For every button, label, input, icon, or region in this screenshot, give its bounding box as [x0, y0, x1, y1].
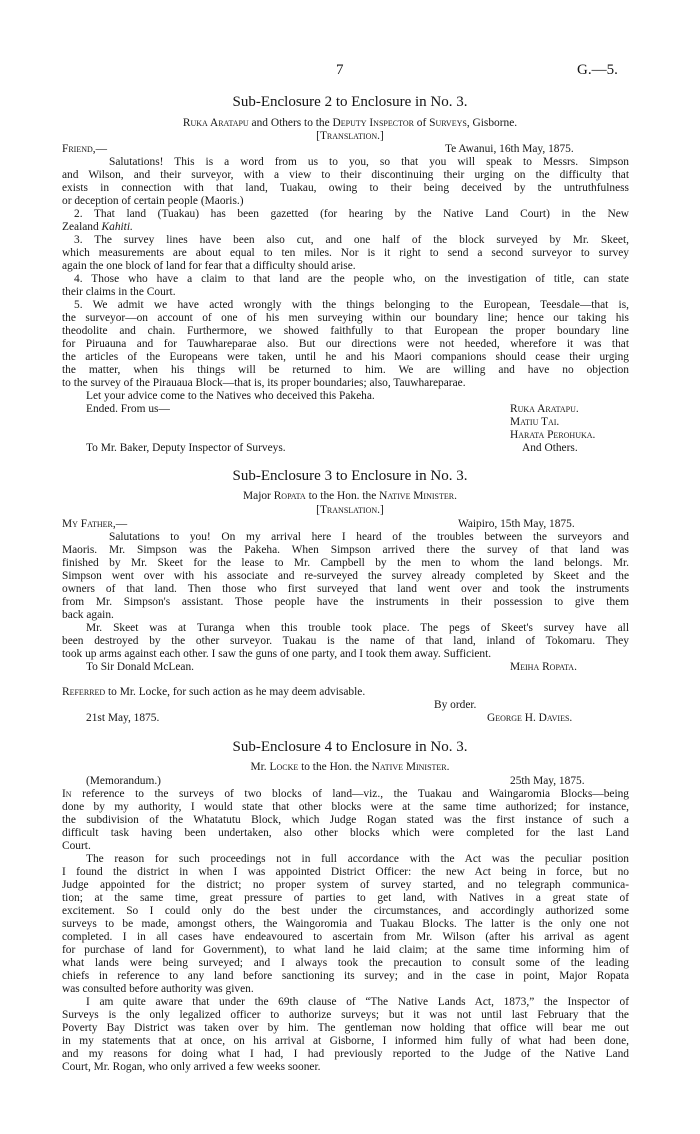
enc2-tr-word: Translation: [319, 130, 378, 142]
enc3-line: To Sir Donald McLean.: [86, 661, 195, 673]
enc2-line: 4. Those who have a claim to that land are the people who, on the investigation of title, can state: [74, 273, 629, 285]
referral-text: to Mr. Locke, for such action as he may deem advisable.: [105, 686, 366, 698]
enc2-signatory: Matiu Tai.: [510, 416, 560, 428]
enc2-byline-names: Ruka Aratapu: [182, 117, 249, 129]
enc2-line: 5. We admit we have acted wrongly with the things belonging to the European, Teesdale—that is,: [74, 299, 629, 311]
enc4-line: [62, 788, 629, 801]
referral-date: 21st May, 1875.: [86, 712, 160, 724]
enc3-line: Salutations to you! On my arrival here I heard of the troubles between the surveyors and: [109, 531, 629, 543]
enc3-line: owners of that land. Then those who first surveyed that land went over and took the instruments: [62, 583, 629, 595]
enc3-line: back again.: [62, 609, 114, 621]
enc4-line: difficult task having been undertaken, also other blocks which were completed for the last Land: [62, 827, 629, 839]
referral-note: [62, 686, 365, 699]
enc4-line: done by my authority, I would state that other blocks were at the same time authorized; for instance,: [62, 801, 629, 813]
enc4-line: what lands were being surveyed; and I always took the precaution to consult some of the leading: [62, 957, 629, 969]
enc3-line: Simpson went over with his associate and re-surveyed the survey already completed by Skeet and the: [62, 570, 629, 582]
enc2-line: for Piruauna and for Tauwhareparae also. But our directions were not heeded, wherefore it was that: [62, 338, 629, 350]
enc3-byline-pre: Major: [243, 490, 274, 502]
enc2-byline-mid: and Others to the: [248, 117, 333, 129]
enc2-salutation: Friend,—: [62, 143, 108, 155]
enc2-line: [62, 221, 133, 234]
enc2-zealand: Zealand: [62, 221, 102, 233]
enc3-line: from Mr. Simpson's assistant. Those people have the instruments in their possession to give them: [62, 596, 629, 608]
enc2-translation-note: [0, 130, 700, 143]
enc4-line: in my statements that at once, on his arrival at Gisborne, I informed him fully of what had been done,: [62, 1035, 629, 1047]
enc3-byline-office: Native Minister: [379, 490, 455, 502]
enc4-line: excitement. So I could only do the best under the circumstances, and accordingly authorized some: [62, 905, 629, 917]
enc3-line: finished by Mr. Skeet for the lease to Mr. Campbell by the men to whom the land belongs. Mr.: [62, 557, 629, 569]
referral-lead: Referred: [62, 686, 106, 698]
referral-signatory: George H. Davies.: [487, 712, 573, 724]
page-number: 7: [336, 62, 344, 78]
enc2-tr-open: [: [316, 130, 320, 142]
enc3-salutation: My Father,—: [62, 518, 128, 530]
enc2-line: Let your advice come to the Natives who deceived this Pakeha.: [86, 390, 375, 402]
enc4-byline-name: Locke: [269, 761, 299, 773]
enc4-line: surveys to be made, amongst others, the Waingoromia and Tuakau Blocks. The latter is the only one not: [62, 918, 629, 930]
enc4-line: was consulted before authority was given.: [62, 983, 254, 995]
document-reference: G.—5.: [577, 62, 618, 78]
enc4-line: completed. I in all cases have endeavoured to ascertain from Mr. Wilson (after his arrival as agent: [62, 931, 629, 943]
enc3-title: Sub-Enclosure 3 to Enclosure in No. 3.: [232, 468, 468, 484]
enc2-line: again the one block of land for fear that a difficulty should arise.: [62, 260, 356, 272]
enc3-tr-close: .]: [377, 504, 384, 516]
enc2-byline: [0, 117, 700, 130]
enc4-byline-pre: Mr.: [250, 761, 270, 773]
enc3-byline-mid: to the Hon. the: [305, 490, 380, 502]
enc2-kahiti: Kahiti.: [101, 221, 133, 233]
enc4-line: I found the district in when I was appointed District Officer: the new Act being in force, but no: [62, 866, 629, 878]
enc4-byline-office: Native Minister: [371, 761, 447, 773]
enc3-tr-word: Translation: [319, 504, 378, 516]
enc2-line: 2. That land (Tuakau) has been gazetted (for hearing by the Native Land Court) in the New: [74, 208, 629, 220]
enc2-title: Sub-Enclosure 2 to Enclosure in No. 3.: [232, 94, 468, 110]
enc4-byline-end: .: [446, 761, 450, 773]
enc3-byline-end: .: [454, 490, 457, 502]
enc3-byline-name: Ropata: [273, 490, 306, 502]
enc2-place-date: Te Awanui, 16th May, 1875.: [445, 143, 574, 155]
enc2-line: exists in connection with that land, Tuakau, owing to their being deceived by the untruthfulness: [62, 182, 629, 194]
enc2-signatory: And Others.: [522, 442, 578, 454]
enc2-line: 3. The survey lines have been also cut, and one half of the block surveyed by Mr. Skeet,: [74, 234, 629, 246]
enc4-byline-mid: to the Hon. the: [298, 761, 372, 773]
enc2-line: Salutations! This is a word from us to you, so that you will speak to Messrs. Simpson: [109, 156, 629, 168]
enc4-lead: In: [62, 788, 72, 800]
enc4-memo-label: (Memorandum.): [86, 775, 161, 787]
enc2-line: Ended. From us—: [86, 403, 170, 415]
enc3-line: been destroyed by the other surveyor. Tuakau is the name of that land, inland of Tokomaru. They: [62, 635, 629, 647]
enc2-line: the articles of the Europeans were taken, until he and his Maori companions should cease their urging: [62, 351, 629, 363]
enc4-line: tion; at the same time, great pressure of parties to get land, with Natives in a great state of: [62, 892, 629, 904]
enc4-line: I am quite aware that under the 69th clause of “The Native Lands Act, 1873,” the Inspector of: [86, 996, 629, 1008]
enc2-line: or deception of certain people (Maoris.): [62, 195, 244, 207]
enc4-line: Court, Mr. Rogan, who only arrived a few weeks sooner.: [62, 1061, 321, 1073]
enc2-byline-of: of: [413, 117, 430, 129]
enc4-line: Court.: [62, 840, 91, 852]
enc2-tr-close: .]: [377, 130, 384, 142]
enc2-signatory: Ruka Aratapu.: [510, 403, 579, 415]
enc3-byline: [0, 490, 700, 503]
enc3-tr-open: [: [316, 504, 320, 516]
enc2-line: and Wilson, and their surveyor, with a view to their discontinuing their urging on the difficulty that: [62, 169, 629, 181]
enc2-line: which measurements are about equal to ten miles. Nor is it right to send a second surveyor to survey: [62, 247, 629, 259]
enc4-first-line-rest: reference to the surveys of two blocks of land—viz., the Tuakau and Waingaromia Blocks—being: [71, 788, 629, 800]
enc4-line: Poverty Bay District was taken over by him. The gentleman now holding that office will bear me out: [62, 1022, 629, 1034]
enc4-line: The reason for such proceedings not in full accordance with the Act was the peculiar position: [86, 853, 629, 865]
enc4-line: Surveys is the only legalized officer to authorize surveys; but it was not until last February that the: [62, 1009, 629, 1021]
enc2-line: their claims in the Court.: [62, 286, 176, 298]
enc4-line: the subdivision of the Whatatutu Block, which Judge Rogan stated was the first instance of such a: [62, 814, 629, 826]
enc3-translation-note: [0, 504, 700, 517]
enc3-signatory: Meiha Ropata.: [510, 661, 577, 673]
enc2-line: the surveyor—on account of one of his men surveying within our boundary line; hence our taking his: [62, 312, 629, 324]
enc3-line: Maoris. Mr. Simpson was the Pakeha. When Simpson arrived there the survey of that land was: [62, 544, 629, 556]
enc4-line: Judge appointed for the district; no proper system of survey started, and no telegraph communica-: [62, 879, 629, 891]
enc4-line: chiefs in reference to any land before sanctioning its survey; and in the case in point, Major Ropata: [62, 970, 629, 982]
referral-by-order: By order.: [434, 699, 477, 711]
enc4-line: for purchase of land for Government), to what land he laid claim; at the same time informing him of: [62, 944, 629, 956]
enc4-line: and my reasons for doing what I had, I had previously reported to the Judge of the Native Land: [62, 1048, 629, 1060]
enc2-addressee: To Mr. Baker, Deputy Inspector of Surveys.: [86, 442, 286, 454]
enc4-byline: [0, 761, 700, 774]
enc2-signatory: Harata Perohuka.: [510, 429, 596, 441]
enc2-byline-end: , Gisborne.: [466, 117, 518, 129]
enc2-byline-surveys: Surveys: [429, 117, 467, 129]
enc2-line: to the survey of the Pirauaua Block—that is, its proper boundaries; also, Tauwhareparae.: [62, 377, 466, 389]
enc2-line: theodolite and chain. Furthermore, we showed faithfully to that European the proper boundary line: [62, 325, 629, 337]
enc3-place-date: Waipiro, 15th May, 1875.: [458, 518, 575, 530]
enc2-line: the matter, when his things will be returned to him. We are willing and have no objection: [62, 364, 629, 376]
enc4-title: Sub-Enclosure 4 to Enclosure in No. 3.: [232, 739, 468, 755]
enc3-line: Mr. Skeet was at Turanga when this trouble took place. The pegs of Skeet's survey have all: [86, 622, 629, 634]
enc3-line: took up arms against each other. I saw the guns of one party, and I took them away. Sufficient.: [62, 648, 492, 660]
enc4-date: 25th May, 1875.: [510, 775, 585, 787]
enc2-byline-office: Deputy Inspector: [332, 117, 414, 129]
